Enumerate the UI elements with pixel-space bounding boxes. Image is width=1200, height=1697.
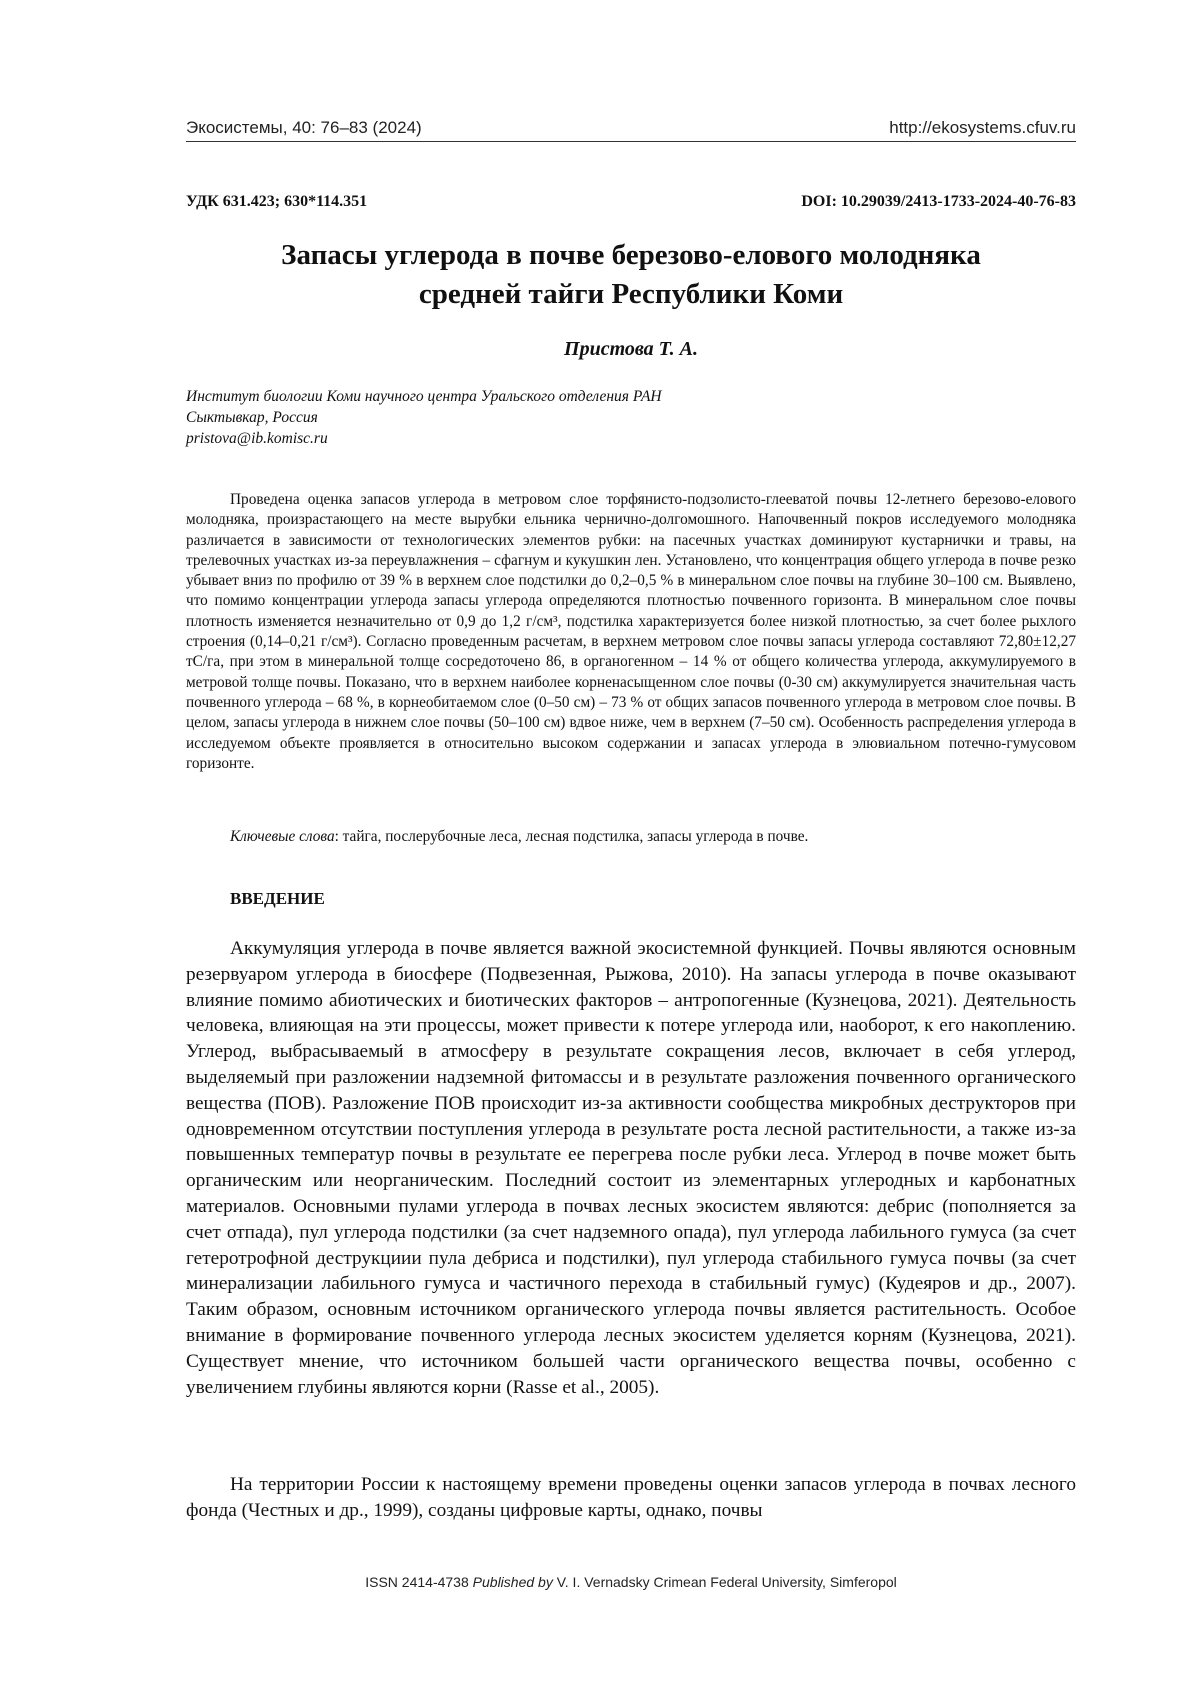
affiliation-institution: Институт биологии Коми научного центра Уральского отделения РАН xyxy=(186,388,662,405)
udc-code: УДК 631.423; 630*114.351 xyxy=(186,193,368,210)
footer-published-by: Published by xyxy=(472,1574,553,1590)
journal-citation: Экосистемы, 40: 76–83 (2024) xyxy=(186,118,422,137)
author-email-link[interactable]: pristova@ib.komisc.ru xyxy=(186,430,328,447)
keywords-label: Ключевые слова xyxy=(230,828,335,845)
abstract-text: Проведена оценка запасов углерода в метровом слое торфянисто-подзолисто-глееватой почвы 12-летнего березово-елового молодняка, произрастающего на месте вырубки ельника чернично-долгомошного. Напочвенный покров исследуемого молодняка различается в зависимости от технологических элементов рубки: на пасечных участках доминируют кустарнички и травы, на трелевочных участках из-за переувлажнения – сфагнум и кукушкин лен. Установлено, что концентрация общего углерода в почве резко убывает вниз по профилю от 39 % в верхнем слое подстилки до 0,2–0,5 % в минеральном слое почвы на глубине 30–100 см. Выявлено, что помимо концентрации углерода запасы углерода определяются плотностью почвенного горизонта. В минеральном слое почвы плотность изменяется незначительно от 0,9 до 1,2 г/см³, подстилка характеризуется более низкой плотностью, за счет более рыхлого строения (0,14–0,21 г/см³). Согласно проведенным расчетам, в верхнем метровом слое почвы запасы углерода составляют 72,80±12,27 тС/га, при этом в минеральной толще сосредоточено 86, в органогенном – 14 % от общего количества углерода, аккумулируемого в метровой толще почвы. Показано, что в верхнем наиболее корненасыщенном слое почвы (0-30 см) аккумулируется значительная часть почвенного углерода – 68 %, в корнеобитаемом слое (0–50 см) – 73 % от общих запасов почвенного углерода в метровом слое почвы. В целом, запасы углерода в нижнем слое почвы (50–100 см) вдвое ниже, чем в верхнем (7–50 см). Особенность распределения углерода в исследуемом объекте проявляется в относительно высоком содержании и запасах углерода в элювиальном потечно-гумусовом горизонте. xyxy=(186,491,1076,772)
body-paragraph: На территории России к настоящему времени проведены оценки запасов углерода в почвах лесного фонда (Честных и др., 1999), созданы цифровые карты, однако, почвы xyxy=(186,1474,1076,1521)
title-line: средней тайги Республики Коми xyxy=(418,278,844,310)
journal-url-link[interactable]: http://ekosystems.cfuv.ru xyxy=(889,118,1076,137)
article-authors: Пристова Т. А. xyxy=(564,338,698,360)
page-footer xyxy=(186,1574,1076,1590)
doi-link[interactable]: DOI: 10.29039/2413-1733-2024-40-76-83 xyxy=(801,193,1076,210)
affiliation-city: Сыктывкар, Россия xyxy=(186,409,318,426)
keywords-text: : тайга, послерубочные леса, лесная подстилка, запасы углерода в почве. xyxy=(334,828,809,845)
footer-issn: ISSN 2414-4738 xyxy=(365,1574,469,1590)
article-meta xyxy=(186,193,1076,211)
keywords-line xyxy=(186,827,1076,847)
footer-publisher: V. I. Vernadsky Crimean Federal University, Simferopol xyxy=(556,1574,897,1590)
article-title xyxy=(186,236,1076,314)
title-line: Запасы углерода в почве березово-елового молодняка xyxy=(281,239,981,271)
affiliation-block xyxy=(186,386,1076,449)
running-header xyxy=(186,118,1076,142)
section-heading-introduction: ВВЕДЕНИЕ xyxy=(230,889,325,908)
body-paragraph: Аккумуляция углерода в почве является важной экосистемной функцией. Почвы являются основным резервуаром углерода в биосфере (Подвезенная, Рыжова, 2010). На запасы углерода в почве оказывают влияние помимо абиотических и биотических факторов – антропогенные (Кузнецова, 2021). Деятельность человека, влияющая на эти процессы, может привести к потере углерода или, наоборот, к его накоплению. Углерод, выбрасываемый в атмосферу в результате сокращения лесов, включает в себя углерод, выделяемый при разложении надземной фитомассы и в результате разложения почвенного органического вещества (ПОВ). Разложение ПОВ происходит из-за активности сообщества микробных деструкторов при одновременном отсутствии поступления углерода в результате роста лесной растительности, а также из-за повышенных температур почвы в результате ее перегрева после рубки леса. Углерод в почве может быть органическим или неорганическим. Последний состоит из элементарных углеродных и карбонатных материалов. Основными пулами углерода в почвах лесных экосистем являются: дебрис (пополняется за счет отпада), пул углерода подстилки (за счет надземного опада), пул углерода лабильного гумуса (за счет гетеротрофной деструкциии пула дебриса и подстилки), пул углерода стабильного гумуса почвы (за счет минерализации лабильного гумуса и частичного перехода в стабильный гумус) (Кудеяров и др., 2007). Таким образом, основным источником органического углерода почвы является растительность. Особое внимание в формирование почвенного углерода лесных экосистем уделяется корням (Кузнецова, 2021). Существует мнение, что источником большей части органического вещества почвы, особенно с увеличением глубины являются корни (Rasse et al., 2005). xyxy=(186,938,1076,1398)
